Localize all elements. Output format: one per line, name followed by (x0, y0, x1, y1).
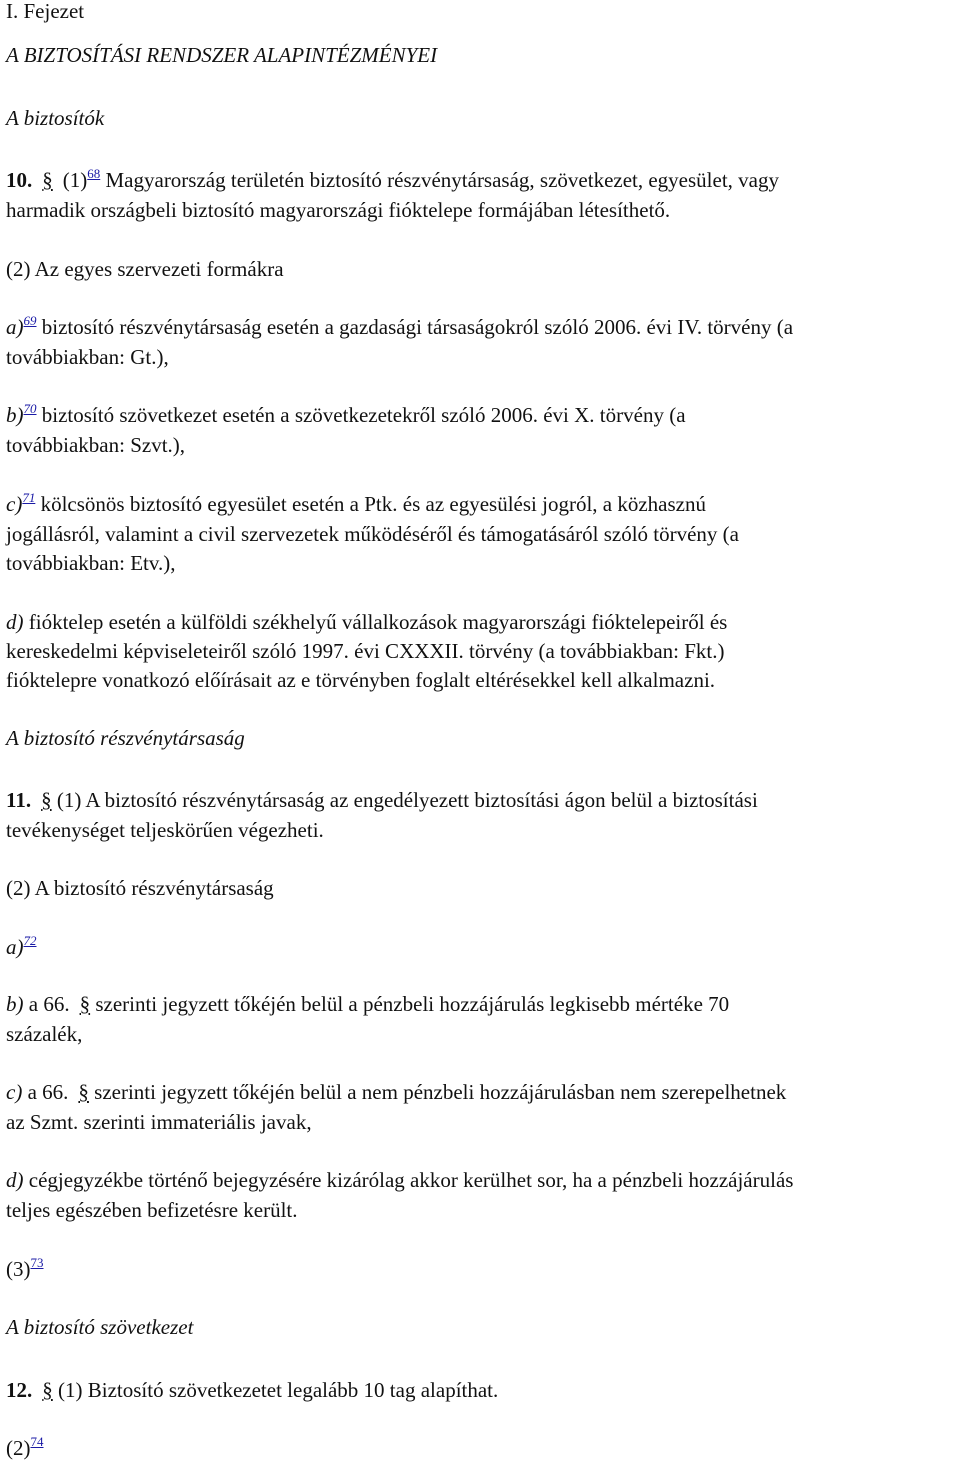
paragraph-10-2: (2) Az egyes szervezeti formákra (6, 257, 284, 281)
item-text: kölcsönös biztosító egyesület esetén a Ptk. és az egyesülési jogról, a közhasznú (35, 492, 706, 516)
item-a-line-2: továbbiakban: Gt.), (6, 345, 169, 369)
item-text: biztosító részvénytársaság esetén a gazdasági társaságokról szóló 2006. évi IV. törvény (a (36, 315, 794, 339)
section-heading-cooperative: A biztosító szövetkezet (6, 1315, 194, 1339)
paragraph-text: (1) A biztosító részvénytársaság az engedélyezett biztosítási ágon belül a biztosítási (51, 788, 758, 812)
paragraph-10-1-line-2: harmadik országbeli biztosító magyarországi fióktelepe formájában létesíthető. (6, 198, 671, 222)
paragraph-12-2 (6, 1434, 44, 1463)
item-label-a: a) (6, 315, 24, 339)
paragraph-12-1 (6, 1376, 498, 1405)
item-c-line-1 (6, 490, 706, 519)
section-heading-joint-stock: A biztosító részvénytársaság (6, 726, 245, 750)
section-number: 12. (6, 1378, 33, 1402)
footnote-link-70[interactable]: 70 (23, 401, 37, 416)
paragraph-11-3 (6, 1255, 44, 1284)
section-sign-link[interactable]: § (42, 1378, 53, 1402)
footnote-link-73[interactable]: 73 (30, 1255, 44, 1270)
paragraph-11-2: (2) A biztosító részvénytársaság (6, 876, 274, 900)
section-heading-insurers: A biztosítók (6, 106, 105, 130)
footnote-link-71[interactable]: 71 (22, 490, 36, 505)
footnote-link-72[interactable]: 72 (23, 933, 37, 948)
footnote-link-74[interactable]: 74 (30, 1434, 44, 1449)
item-b-line-1 (6, 990, 729, 1019)
item-label-c: c) (6, 1080, 23, 1104)
item-d-line-2: teljes egészében befizetésre került. (6, 1198, 298, 1222)
item-a-line-1 (6, 313, 793, 342)
section-number: 11. (6, 788, 32, 812)
item-label-a: a) (6, 935, 24, 959)
item-d-line-1 (6, 608, 727, 637)
paragraph-text: Magyarország területén biztosító részvénytársaság, szövetkezet, egyesület, vagy (100, 168, 779, 192)
footnote-link-68[interactable]: 68 (87, 166, 101, 181)
section-sign-link[interactable]: § (78, 1080, 89, 1104)
section-number: 10. (6, 168, 33, 192)
item-text: szerinti jegyzett tőkéjén belül a nem pénzbeli hozzájárulásban nem szerepelhetnek (88, 1080, 787, 1104)
item-label-b: b) (6, 992, 24, 1016)
chapter-title: A BIZTOSÍTÁSI RENDSZER ALAPINTÉZMÉNYEI (6, 43, 438, 67)
section-sign-link[interactable]: § (42, 168, 53, 192)
item-text: szerinti jegyzett tőkéjén belül a pénzbeli hozzájárulás legkisebb mértéke 70 (90, 992, 730, 1016)
paragraph-text: (1) Biztosító szövetkezetet legalább 10 tag alapíthat. (52, 1378, 499, 1402)
item-c-line-3: továbbiakban: Etv.), (6, 551, 176, 575)
paragraph-label: (2) (6, 1436, 31, 1460)
paragraph-label: (1) (62, 168, 88, 192)
item-c-line-2: az Szmt. szerinti immateriális javak, (6, 1110, 312, 1134)
item-a-repealed (6, 933, 37, 962)
item-c-line-1 (6, 1078, 786, 1107)
item-label-b: b) (6, 403, 24, 427)
item-d-line-2: kereskedelmi képviseleteiről szóló 1997. évi CXXXII. törvény (a továbbiakban: Fkt.) (6, 639, 725, 663)
paragraph-11-1-line-1 (6, 786, 758, 815)
footnote-link-69[interactable]: 69 (23, 313, 37, 328)
paragraph-label: (3) (6, 1257, 31, 1281)
item-d-line-3: fióktelepre vonatkozó előírásait az e törvényben foglalt eltérésekkel kell alkalmazni. (6, 668, 716, 692)
item-d-line-1 (6, 1166, 793, 1195)
paragraph-11-1-line-2: tevékenységet teljeskörűen végezheti. (6, 818, 324, 842)
chapter-number: I. Fejezet (6, 0, 85, 23)
item-text: fióktelep esetén a külföldi székhelyű vállalkozások magyarországi fióktelepeiről és (23, 610, 728, 634)
paragraph-10-1-line-1 (6, 166, 779, 195)
item-b-line-1 (6, 401, 686, 430)
section-sign-link[interactable]: § (79, 992, 91, 1016)
section-sign-link[interactable]: § (41, 788, 52, 812)
item-text: a 66. (22, 1080, 69, 1104)
item-text: biztosító szövetkezet esetén a szövetkezetekről szóló 2006. évi X. törvény (a (36, 403, 686, 427)
item-b-line-2: továbbiakban: Szvt.), (6, 433, 186, 457)
item-label-d: d) (6, 1168, 24, 1192)
item-label-d: d) (6, 610, 24, 634)
item-text: cégjegyzékbe történő bejegyzésére kizárólag akkor kerülhet sor, ha a pénzbeli hozzájárulás (23, 1168, 794, 1192)
item-text: a 66. (23, 992, 70, 1016)
item-c-line-2: jogállásról, valamint a civil szervezetek működéséről és támogatásáról szóló törvény (a (6, 522, 739, 546)
item-b-line-2: százalék, (6, 1022, 83, 1046)
item-label-c: c) (6, 492, 23, 516)
